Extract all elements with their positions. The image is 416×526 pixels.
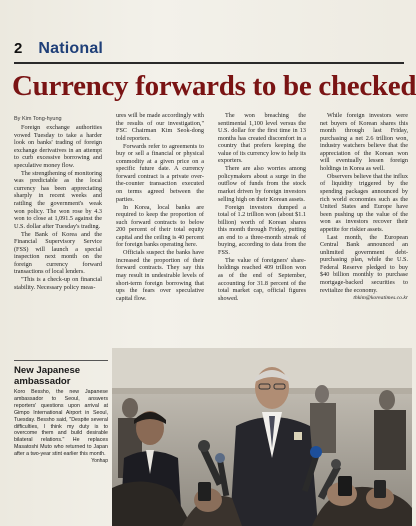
paragraph: Foreign exchange authorities vowed Tuesday to take a harder look on banks' trading of foreign exchange derivatives in an attempt to curb excessive borrowing and speculative money flow. — [14, 124, 102, 169]
recorder-icon — [198, 482, 211, 501]
paragraph: Officials suspect the banks have increased the proportion of their forward contracts. They say this may result in undesirable levels of short-term foreign borrowing that ups the fears over speculative capital flow. — [116, 249, 204, 302]
paragraph: Last month, the European Central Bank announced an unlimited government debt-purchasing plan, while the U.S. Federal Reserve pledged to buy $40 billion monthly to purchase mortgage-backed securities to revitalize the economy. — [320, 233, 408, 294]
article-column-1 — [14, 124, 102, 292]
lapel-pin — [294, 432, 302, 440]
photo-credit: Yonhap — [91, 458, 108, 465]
background-person — [379, 390, 395, 410]
paragraph: The won breaching the sentimental 1,100 level versus the U.S. dollar for the first time in 13 months has created discomfort in a country that prefers keeping the value of its currency low to help its exporters. — [218, 112, 306, 165]
article-column-4 — [320, 112, 408, 303]
photo-caption — [14, 366, 108, 464]
byline: By Kim Tong-hyung — [14, 116, 62, 122]
recorder-icon — [374, 480, 386, 498]
section-divider — [14, 62, 404, 64]
section-name: National — [38, 40, 104, 57]
paragraph: Observers believe that the influx of liquidity triggered by the spending packages announced by rich world economies such as the United States and Europe have been pushing up the value of the won as investors recover their appetite for riskier assets. — [320, 172, 408, 233]
paragraph: "This is a check-up on financial stability. Necessary policy meas- — [14, 276, 102, 291]
background-person — [315, 385, 329, 403]
author-email: thkim@koreatimes.co.kr — [353, 294, 408, 301]
paragraph: Foreign investors dumped a total of 1.2 trillion won (about $1.1 billion) worth of Korean shares this month through Friday, putting an end to a three-month streak of buying, according to data from the FSS. — [218, 203, 306, 256]
paragraph: While foreign investors were net buyers of Korean shares this month through last Friday, purchasing a net 2.6 trillion won, industry watchers believe that the appreciation of the Korean won will eventually lessen foreign holdings in Korea as well. — [320, 112, 408, 172]
paragraph: Forwards refer to agreements to buy or sell a financial or physical commodity at a given price on a specific future date. A currency forward contract is a private over-the-counter transaction executed on terms agreed between the parties. — [116, 142, 204, 203]
caption-divider — [14, 360, 108, 361]
headline: Currency forwards to be checked — [12, 70, 416, 102]
press-conference-photo — [112, 348, 412, 526]
recorder-icon — [338, 476, 352, 496]
caption-body: Koro Bessho, the new Japanese ambassador to Seoul, answers reporters' questions upon arrival at Gimpo International Airport in Seoul, Tuesday. Bessho said, "Despite several difficulties, I think my duty is to overcome them and build desirable bilateral relations." He replaces Masatoshi Muto who returned to Japan after a two-year stint earlier this month. — [14, 389, 108, 458]
paragraph: There are also worries among policymakers about a surge in the outflow of funds from the stock market driven by foreign investors selling high on their Korean assets. — [218, 165, 306, 203]
paragraph: In Korea, local banks are required to keep the proportion of such forward contracts to below 200 percent of their total equity capital and the ceiling is 40 percent for foreign banks operating here. — [116, 203, 204, 249]
page-number: 2 — [14, 40, 23, 57]
background-person — [122, 398, 138, 418]
paragraph: The value of foreigners' share-holdings reached 409 trillion won as of the end of September, accounting for 31.8 percent of the total market cap, official figures showed. — [218, 256, 306, 302]
section-header — [14, 40, 103, 60]
news-photo — [112, 348, 412, 526]
paragraph: ures will be made accordingly with the results of our investigation," FSC Chairman Kim Seok-dong told reporters. — [116, 112, 204, 142]
paragraph: The Bank of Korea and the Financial Supervisory Service (FSS) will launch a special inspection next month on the foreign currency forward transactions of local lenders. — [14, 230, 102, 276]
article-column-2 — [116, 112, 204, 303]
paragraph: The strengthening of monitoring was predictable as the local currency has been appreciating sharply in recent weeks and rattling the government's weak won policy. The won rose by 4.3 won to close at 1,091.5 against the U.S. dollar after Tuesday's trading. — [14, 169, 102, 230]
article-column-3 — [218, 112, 306, 303]
caption-title: New Japanese ambassador — [14, 365, 81, 387]
